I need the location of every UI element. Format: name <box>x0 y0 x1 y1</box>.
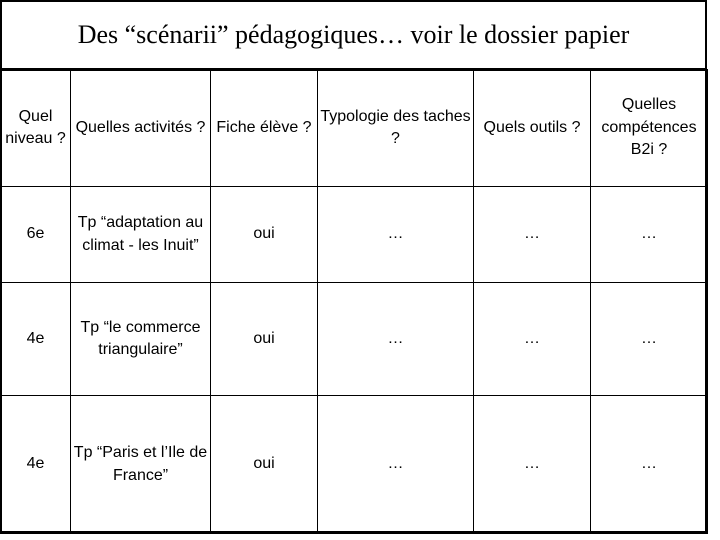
table-row <box>1 283 708 396</box>
cell-niveau: 4e <box>1 396 71 534</box>
table-row <box>1 396 708 534</box>
header-row <box>1 70 708 187</box>
cell-typologie: … <box>318 396 474 534</box>
cell-outils: … <box>474 187 591 283</box>
cell-outils: … <box>474 396 591 534</box>
header-cell-fiche: Fiche élève ? <box>211 70 318 187</box>
cell-typologie: … <box>318 187 474 283</box>
cell-outils: … <box>474 283 591 396</box>
cell-fiche: oui <box>211 396 318 534</box>
header-cell-competences: Quelles compétences B2i ? <box>591 70 708 187</box>
cell-fiche: oui <box>211 187 318 283</box>
header-cell-niveau: Quel niveau ? <box>1 70 71 187</box>
slide-title: Des “scénarii” pédagogiques… voir le dossier papier <box>77 20 630 49</box>
cell-competences: … <box>591 283 708 396</box>
cell-activite: Tp “Paris et l’Ile de France” <box>71 396 211 534</box>
cell-activite: Tp “adaptation au climat - les Inuit” <box>71 187 211 283</box>
cell-typologie: … <box>318 283 474 396</box>
cell-activite: Tp “le commerce triangulaire” <box>71 283 211 396</box>
cell-niveau: 4e <box>1 283 71 396</box>
cell-fiche: oui <box>211 283 318 396</box>
title-box <box>0 0 707 70</box>
header-cell-typologie: Typologie des taches ? <box>318 70 474 187</box>
header-cell-outils: Quels outils ? <box>474 70 591 187</box>
table-row <box>1 187 708 283</box>
cell-competences: … <box>591 187 708 283</box>
cell-competences: … <box>591 396 708 534</box>
cell-niveau: 6e <box>1 187 71 283</box>
scenarios-table <box>0 69 708 534</box>
header-cell-activites: Quelles activités ? <box>71 70 211 187</box>
